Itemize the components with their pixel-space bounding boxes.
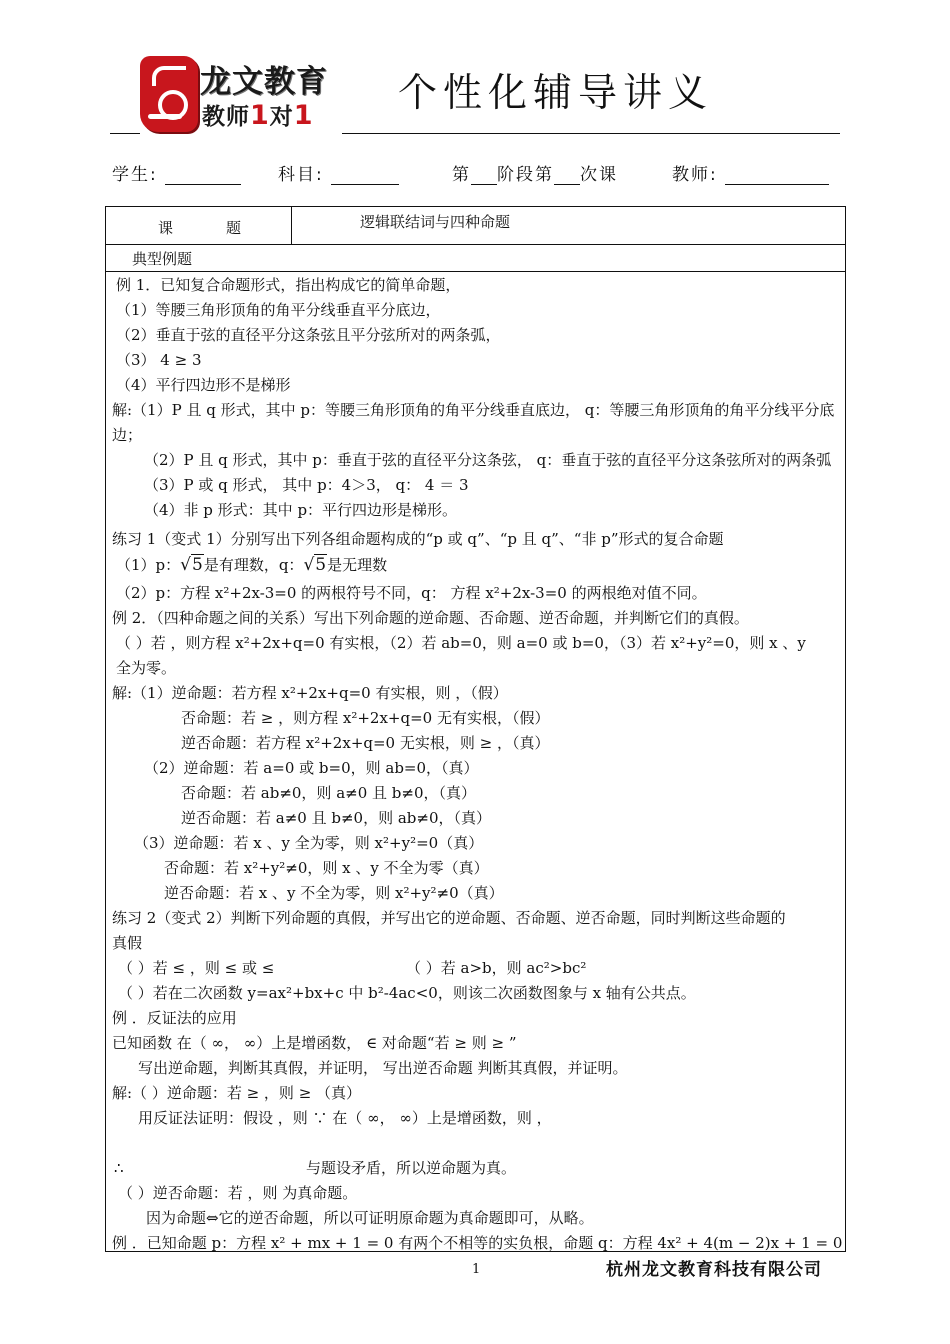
section-row (106, 244, 845, 272)
logo-seal-icon (140, 56, 198, 132)
text-line: 用反证法证明：假设 ，则 ∵ 在（ ∞， ∞）上是增函数，则 ， (138, 1109, 552, 1127)
lesson-table (105, 206, 846, 1252)
text-line: 否命题：若 ≥ ，则方程 x²+2x+q=0 无有实根，（假） (181, 709, 550, 727)
text-line: ∴ (114, 1159, 124, 1177)
header-rule-left (110, 133, 140, 134)
text-line: 全为零。 (116, 659, 177, 677)
header-rule-right (342, 133, 840, 134)
text-line: （2）逆命题：若 a=0 或 b=0，则 ab=0，（真） (144, 759, 479, 777)
text-line: （3）逆命题：若 x 、y 全为零，则 x²+y²=0（真） (134, 834, 484, 852)
teacher-field: 教师: (672, 160, 829, 185)
text-line: （4）非 p 形式：其中 p：平行四边形是梯形。 (144, 501, 458, 519)
text-line: 与题设矛盾，所以逆命题为真。 (306, 1159, 517, 1177)
text-line: 写出逆命题，判断其真假，并证明， 写出逆否命题 判断其真假，并证明。 (138, 1059, 628, 1077)
page-title: 个性化辅导讲义 (398, 71, 714, 116)
page-number: 1 (472, 1262, 481, 1277)
text-line: 否命题：若 ab≠0，则 a≠0 且 b≠0，（真） (181, 784, 476, 802)
sqrt-symbol: √5 (180, 555, 203, 575)
text-line: （1）等腰三角形顶角的角平分线垂直平分底边， (116, 301, 441, 319)
text-line: 解:（1）逆命题：若方程 x²+2x+q=0 有实根，则 ，（假） (112, 684, 508, 702)
text-line: （3）P 或 q 形式， 其中 p：4＞3， q： 4 ＝ 3 (144, 476, 469, 494)
text-line: 逆否命题：若方程 x²+2x+q=0 无实根，则 ≥ ，（真） (181, 734, 550, 752)
sqrt-symbol: √5 (303, 555, 327, 575)
topic-row (106, 207, 845, 245)
text-line: （ ）逆否命题：若 ，则 为真命题。 (118, 1184, 358, 1202)
text-line: 真假 (112, 934, 143, 952)
text-line: （4）平行四边形不是梯形 (116, 376, 291, 394)
topic-label-cell (106, 207, 292, 244)
text-line: （ ）若 ，则方程 x²+2x+q=0 有实根，（2）若 ab=0，则 a=0 或 b=0，（3）若 x²+y²=0，则 x 、y (116, 634, 806, 652)
company-logo (140, 52, 335, 134)
topic-value: 逻辑联结词与四种命题 (360, 213, 511, 231)
text-line: （2）p：方程 x²+2x-3=0 的两根符号不同，q： 方程 x²+2x-3=0 的两根绝对值不同。 (116, 584, 707, 602)
text-line: 逆否命题：若 x 、y 不全为零，则 x²+y²≠0（真） (164, 884, 504, 902)
text-line: 解:（ ）逆命题：若 ≥ ，则 ≥ （真） (112, 1084, 362, 1102)
section-label: 典型例题 (132, 250, 193, 268)
text-line: 否命题：若 x²+y²≠0，则 x 、y 不全为零（真） (164, 859, 489, 877)
text-line: （3） 4 ≥ 3 (116, 351, 202, 369)
text-line: 例 2．（四种命题之间的关系）写出下列命题的逆命题、否命题、逆否命题，并判断它们的真假。 (112, 609, 749, 627)
text-line: （2）P 且 q 形式，其中 p：垂直于弦的直径平分这条弦， q：垂直于弦的直径平分这条弦所对的两条弧 (144, 451, 832, 469)
student-field: 学生: (112, 160, 241, 185)
logo-subtitle: 教师1对1 (202, 100, 314, 131)
logo-name: 龙文教育 (200, 64, 328, 100)
text-line: 因为命题⇔它的逆否命题，所以可证明原命题为真命题即可，从略。 (146, 1209, 594, 1227)
text-line: 逆否命题：若 a≠0 且 b≠0，则 ab≠0，（真） (181, 809, 491, 827)
text-line: 边； (112, 426, 143, 444)
text-line: 练习 2（变式 2）判断下列命题的真假，并写出它的逆命题、否命题、逆否命题，同时判断这些命题的 (112, 909, 786, 927)
subject-field: 科目: (278, 160, 399, 185)
sqrt-line: （1）p：√5是有理数，q：√5是无理数 (116, 555, 388, 575)
text-line: （ ）若在二次函数 y=ax²+bx+c 中 b²-4ac<0，则该二次函数图象与 x 轴有公共点。 (118, 984, 696, 1002)
lesson-field: 第 阶段第 次课 (452, 165, 618, 185)
text-line: 已知函数 在（ ∞， ∞）上是增函数， ∈ 对命题“若 ≥ 则 ≥ ” (112, 1034, 517, 1052)
text-line: 例 1．已知复合命题形式，指出构成它的简单命题， (116, 276, 461, 294)
topic-label-2: 题 (226, 219, 242, 237)
text-line: 例 ．已知命题 p：方程 x² + mx + 1 = 0 有两个不相等的实负根，命题 q：方程 4x² + 4(m − 2)x + 1 = 0 (112, 1234, 843, 1252)
text-line: （ ）若 a>b，则 ac²>bc² (406, 959, 587, 977)
company-name: 杭州龙文教育科技有限公司 (606, 1260, 822, 1280)
text-line: 练习 1（变式 1）分别写出下列各组命题构成的“p 或 q”、“p 且 q”、“非 p”形式的复合命题 (112, 530, 724, 548)
text-line: （2）垂直于弦的直径平分这条弦且平分弦所对的两条弧， (116, 326, 501, 344)
text-line: 例 ．反证法的应用 (112, 1009, 237, 1027)
text-line: 解:（1）P 且 q 形式，其中 p：等腰三角形顶角的角平分线垂直底边， q：等腰三角形顶角的角平分线平分底 (112, 401, 835, 419)
topic-label-1: 课 (158, 219, 174, 237)
text-line: （ ）若 ≤ ，则 ≤ 或 ≤ (118, 959, 275, 977)
